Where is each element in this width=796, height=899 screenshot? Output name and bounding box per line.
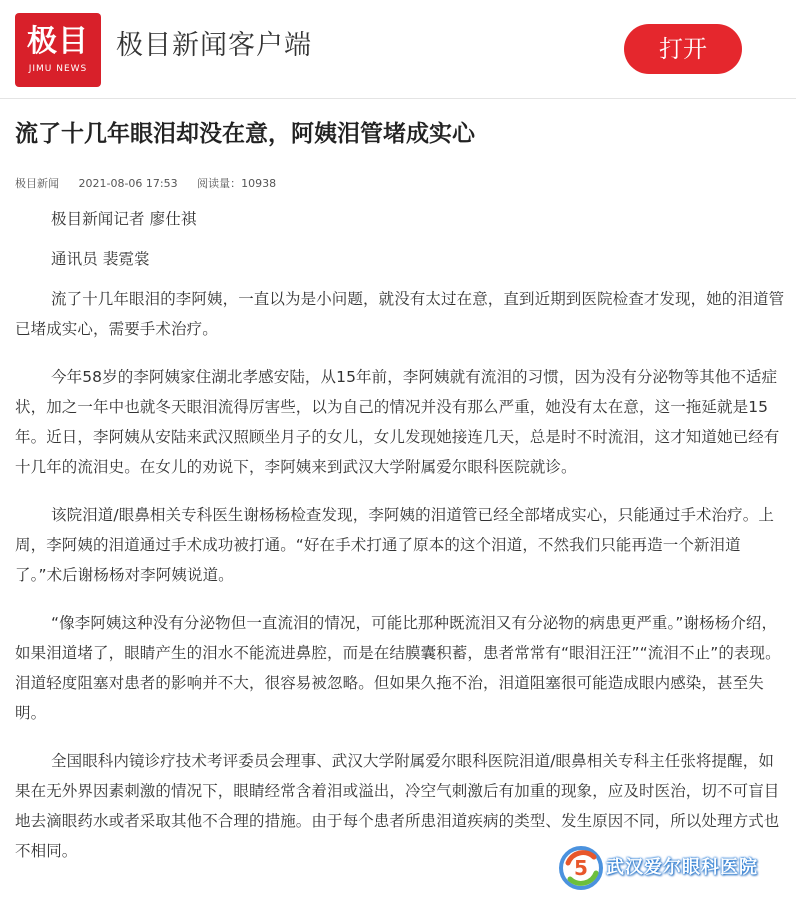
logo-main-text: 极目 bbox=[27, 24, 89, 59]
correspondent-byline: 通讯员 裴霓裳 bbox=[51, 250, 150, 268]
article-read-count: 阅读量：10938 bbox=[197, 177, 277, 190]
svg-text:5: 5 bbox=[574, 856, 588, 880]
article bbox=[15, 108, 785, 884]
app-header bbox=[0, 0, 796, 99]
reporter-byline: 极目新闻记者 廖仕祺 bbox=[51, 210, 197, 228]
article-paragraph: “像李阿姨这种没有分泌物但一直流泪的情况，可能比那种既流泪又有分泌物的病患更严重。”谢杨杨介绍，如果泪道堵了，眼睛产生的泪水不能流进鼻腔，而是在结膜囊积蓄，患者常常有“眼泪汪汪”“流泪不止”的表现。泪道轻度阻塞对患者的影响并不大，很容易被忽略。但如果久拖不治，泪道阻塞很可能造成眼内感染，甚至失明。 bbox=[15, 614, 781, 722]
hospital-logo-icon bbox=[556, 843, 606, 893]
article-title: 流了十几年眼泪却没在意，阿姨泪管堵成实心 bbox=[15, 120, 475, 147]
open-app-button[interactable]: 打开 bbox=[624, 24, 742, 74]
logo-sub-text: JIMU NEWS bbox=[28, 64, 88, 74]
article-paragraph: 今年58岁的李阿姨家住湖北孝感安陆，从15年前，李阿姨就有流泪的习惯，因为没有分泌物等其他不适症状，加之一年中也就冬天眼泪流得厉害些，以为自己的情况并没有那么严重，她没有太在意，这一拖延就是15年。近日，李阿姨从安陆来武汉照顾坐月子的女儿，女儿发现她接连几天，总是时不时流泪，这才知道她已经有十几年的流泪史。在女儿的劝说下，李阿姨来到武汉大学附属爱尔眼科医院就诊。 bbox=[15, 368, 780, 476]
hospital-watermark bbox=[556, 843, 796, 899]
article-datetime: 2021-08-06 17:53 bbox=[78, 177, 178, 190]
article-source: 极目新闻 bbox=[15, 177, 59, 190]
article-paragraph: 全国眼科内镜诊疗技术考评委员会理事、武汉大学附属爱尔眼科医院泪道/眼鼻相关专科主任张将提醒，如果在无外界因素刺激的情况下，眼睛经常含着泪或溢出，冷空气刺激后有加重的现象，应及时医治，切不可盲目地去滴眼药水或者采取其他不合理的措施。由于每个患者所患泪道疾病的类型、发生原因不同，所以处理方式也不相同。 bbox=[15, 752, 780, 860]
app-name: 极目新闻客户端 bbox=[116, 30, 312, 61]
watermark-text: 武汉爱尔眼科医院 bbox=[606, 857, 758, 878]
article-paragraph: 流了十几年眼泪的李阿姨，一直以为是小问题，就没有太过在意，直到近期到医院检查才发现，她的泪道管已堵成实心，需要手术治疗。 bbox=[15, 290, 785, 338]
jimu-logo[interactable] bbox=[15, 13, 101, 87]
article-meta bbox=[15, 160, 785, 204]
article-paragraph: 该院泪道/眼鼻相关专科医生谢杨杨检查发现，李阿姨的泪道管已经全部堵成实心，只能通过手术治疗。上周，李阿姨的泪道通过手术成功被打通。“好在手术打通了原本的这个泪道，不然我们只能再造一个新泪道了。”术后谢杨杨对李阿姨说道。 bbox=[15, 506, 774, 584]
